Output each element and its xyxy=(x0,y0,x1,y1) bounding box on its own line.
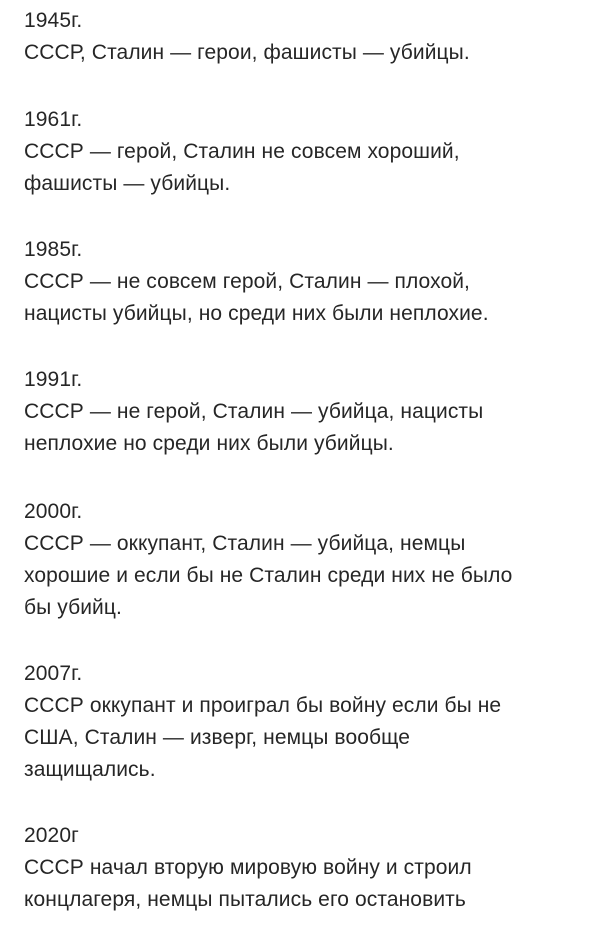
entry-text-line: СССР начал вторую мировую войну и строил xyxy=(24,856,472,879)
entry-text-line: фашисты — убийцы. xyxy=(24,172,231,195)
entry-text-line: нацисты убийцы, но среди них были неплохие. xyxy=(24,302,489,325)
entry-year: 2020г xyxy=(24,824,79,847)
entry-1945 xyxy=(24,5,584,69)
entry-year: 1945г. xyxy=(24,9,83,32)
entry-2007 xyxy=(24,658,584,786)
entry-1985 xyxy=(24,234,584,330)
entry-text-line: СССР — не герой, Сталин — убийца, нацисты xyxy=(24,400,484,423)
entry-text-line: СССР оккупант и проиграл бы войну если бы не xyxy=(24,694,502,717)
entry-year: 1985г. xyxy=(24,238,83,261)
entry-year: 2007г. xyxy=(24,662,83,685)
entry-text-line: концлагеря, немцы пытались его остановить xyxy=(24,888,466,911)
entry-text-line: хорошие и если бы не Сталин среди них не было xyxy=(24,564,513,587)
entry-text-line: неплохие но среди них были убийцы. xyxy=(24,432,394,455)
entry-year: 1961г. xyxy=(24,108,83,131)
entry-text-line: СССР — оккупант, Сталин — убийца, немцы xyxy=(24,532,466,555)
entry-2020 xyxy=(24,820,584,916)
entry-text-line: СССР — не совсем герой, Сталин — плохой, xyxy=(24,270,470,293)
entry-text-line: СССР, Сталин — герои, фашисты — убийцы. xyxy=(24,41,470,64)
entry-text-line: СССР — герой, Сталин не совсем хороший, xyxy=(24,140,460,163)
entry-text-line: защищались. xyxy=(24,758,156,781)
entry-1991 xyxy=(24,364,584,460)
entry-2000 xyxy=(24,496,584,624)
entry-1961 xyxy=(24,104,584,200)
entry-year: 1991г. xyxy=(24,368,83,391)
entry-text-line: США, Сталин — изверг, немцы вообще xyxy=(24,726,411,749)
entry-text-line: бы убийц. xyxy=(24,596,122,619)
entry-year: 2000г. xyxy=(24,500,83,523)
